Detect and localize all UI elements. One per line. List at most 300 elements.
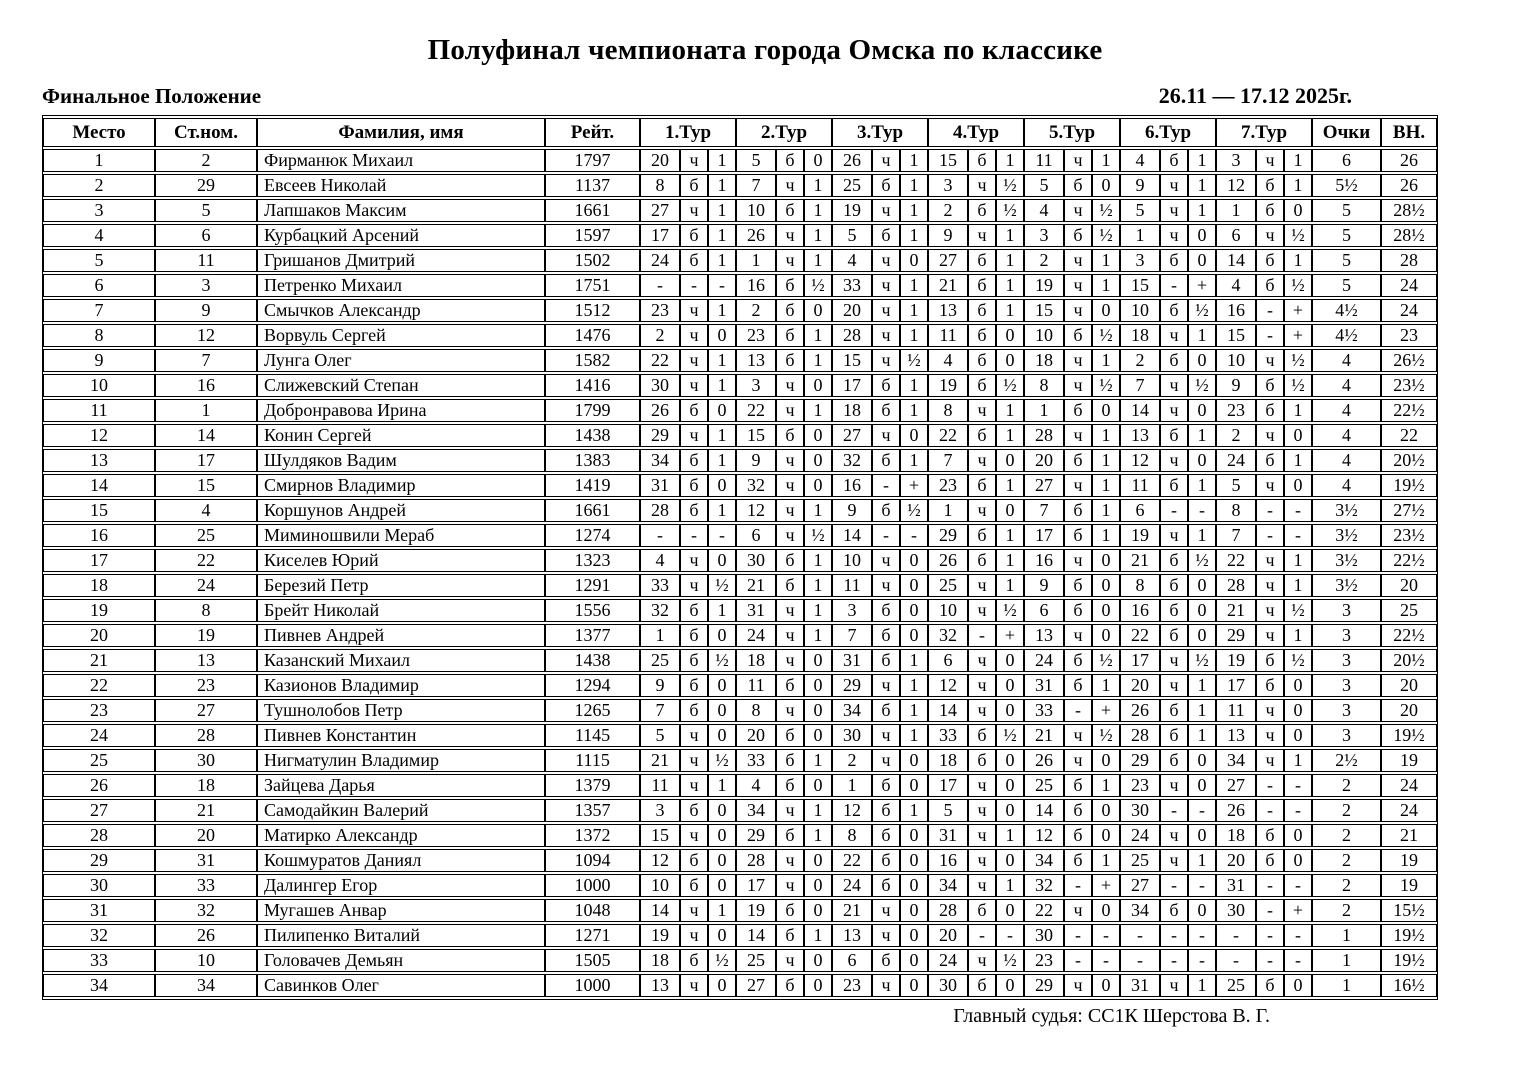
buchholz-cell: 22½ bbox=[1381, 549, 1437, 572]
round-result-cell: ½ bbox=[1284, 374, 1312, 397]
table-row bbox=[43, 249, 1437, 272]
round-color-cell: ч bbox=[680, 149, 708, 172]
round-opponent-cell: 29 bbox=[928, 524, 968, 547]
rating-cell: 1661 bbox=[545, 199, 640, 222]
player-name-cell: Березий Петр bbox=[257, 574, 545, 597]
round-color-cell: ч bbox=[1256, 574, 1284, 597]
round-result-cell: ½ bbox=[1092, 374, 1120, 397]
round-result-cell: + bbox=[1284, 324, 1312, 347]
round-result-cell: 0 bbox=[1092, 174, 1120, 197]
round-result-cell: 0 bbox=[804, 724, 832, 747]
round-opponent-cell: 20 bbox=[736, 724, 776, 747]
round-opponent-cell: 13 bbox=[928, 299, 968, 322]
round-result-cell: 0 bbox=[708, 824, 736, 847]
round-result-cell: 0 bbox=[1188, 249, 1216, 272]
round-color-cell: ч bbox=[968, 774, 996, 797]
round-opponent-cell: 20 bbox=[640, 149, 680, 172]
place-cell: 14 bbox=[43, 474, 155, 497]
buchholz-cell: 20 bbox=[1381, 699, 1437, 722]
round-opponent-cell: 28 bbox=[1024, 424, 1064, 447]
start-number-cell: 1 bbox=[155, 399, 257, 422]
round-result-cell: 1 bbox=[708, 349, 736, 372]
place-cell: 20 bbox=[43, 624, 155, 647]
player-name-cell: Мугашев Анвар bbox=[257, 899, 545, 922]
start-number-cell: 31 bbox=[155, 849, 257, 872]
round-result-cell: - bbox=[1092, 924, 1120, 947]
round-opponent-cell: 27 bbox=[1024, 474, 1064, 497]
place-cell: 7 bbox=[43, 299, 155, 322]
round-opponent-cell: 5 bbox=[1120, 199, 1160, 222]
round-opponent-cell: 7 bbox=[640, 699, 680, 722]
place-cell: 21 bbox=[43, 649, 155, 672]
round-color-cell: ч bbox=[1064, 374, 1092, 397]
round-opponent-cell: 7 bbox=[1216, 524, 1256, 547]
table-row bbox=[43, 224, 1437, 247]
round-result-cell: - bbox=[1188, 499, 1216, 522]
round-color-cell: б bbox=[776, 974, 804, 997]
round-color-cell: ч bbox=[1160, 174, 1188, 197]
round-opponent-cell: 12 bbox=[1024, 824, 1064, 847]
round-result-cell: ½ bbox=[708, 749, 736, 772]
round-opponent-cell: 8 bbox=[1024, 374, 1064, 397]
player-name-cell: Матирко Александр bbox=[257, 824, 545, 847]
player-name-cell: Шулдяков Вадим bbox=[257, 449, 545, 472]
round-color-cell: ч bbox=[968, 674, 996, 697]
round-opponent-cell: 6 bbox=[736, 524, 776, 547]
round-color-cell: ч bbox=[872, 149, 900, 172]
round-opponent-cell: 20 bbox=[832, 299, 872, 322]
player-name-cell: Пивнев Константин bbox=[257, 724, 545, 747]
round-color-cell: б bbox=[968, 374, 996, 397]
round-result-cell: 0 bbox=[708, 399, 736, 422]
round-color-cell: ч bbox=[680, 724, 708, 747]
round-color-cell: ч bbox=[680, 974, 708, 997]
round-color-cell: ч bbox=[1160, 849, 1188, 872]
round-result-cell: 0 bbox=[1092, 599, 1120, 622]
rating-cell: 1751 bbox=[545, 274, 640, 297]
round-color-cell: ч bbox=[968, 949, 996, 972]
start-number-cell: 28 bbox=[155, 724, 257, 747]
round-opponent-cell: 10 bbox=[640, 874, 680, 897]
round-result-cell: 1 bbox=[900, 399, 928, 422]
points-cell: 3 bbox=[1312, 724, 1381, 747]
round-result-cell: - bbox=[1092, 949, 1120, 972]
round-result-cell: 0 bbox=[804, 674, 832, 697]
round-opponent-cell: 34 bbox=[1024, 849, 1064, 872]
round-opponent-cell: 10 bbox=[1024, 324, 1064, 347]
points-cell: 2 bbox=[1312, 799, 1381, 822]
round-color-cell: - bbox=[680, 524, 708, 547]
round-result-cell: 1 bbox=[1092, 499, 1120, 522]
player-name-cell: Гришанов Дмитрий bbox=[257, 249, 545, 272]
player-name-cell: Кошмуратов Даниял bbox=[257, 849, 545, 872]
col-header-buchholz: ВН. bbox=[1381, 118, 1437, 147]
round-color-cell: б bbox=[680, 499, 708, 522]
round-color-cell: б bbox=[872, 699, 900, 722]
buchholz-cell: 24 bbox=[1381, 274, 1437, 297]
round-opponent-cell: 6 bbox=[1120, 499, 1160, 522]
round-color-cell: - bbox=[1064, 699, 1092, 722]
round-opponent-cell: 30 bbox=[1024, 924, 1064, 947]
round-result-cell: 0 bbox=[1284, 849, 1312, 872]
page-title: Полуфинал чемпионата города Омска по классике bbox=[427, 34, 1103, 66]
round-result-cell: ½ bbox=[1188, 549, 1216, 572]
round-result-cell: - bbox=[900, 524, 928, 547]
points-cell: 1 bbox=[1312, 949, 1381, 972]
round-result-cell: 1 bbox=[708, 224, 736, 247]
round-color-cell: - bbox=[1256, 874, 1284, 897]
round-color-cell: б bbox=[680, 399, 708, 422]
round-result-cell: 0 bbox=[804, 449, 832, 472]
round-result-cell: 1 bbox=[1092, 424, 1120, 447]
round-result-cell: 1 bbox=[996, 574, 1024, 597]
start-number-cell: 6 bbox=[155, 224, 257, 247]
rating-cell: 1094 bbox=[545, 849, 640, 872]
round-opponent-cell: 21 bbox=[1216, 599, 1256, 622]
round-color-cell: б bbox=[776, 824, 804, 847]
round-color-cell: ч bbox=[776, 874, 804, 897]
round-result-cell: 0 bbox=[804, 899, 832, 922]
round-result-cell: 0 bbox=[1188, 574, 1216, 597]
round-color-cell: б bbox=[968, 899, 996, 922]
round-opponent-cell: 24 bbox=[736, 624, 776, 647]
round-result-cell: ½ bbox=[1284, 224, 1312, 247]
round-opponent-cell: 24 bbox=[1216, 449, 1256, 472]
round-opponent-cell: 22 bbox=[928, 424, 968, 447]
round-result-cell: 1 bbox=[996, 524, 1024, 547]
round-color-cell: ч bbox=[1064, 149, 1092, 172]
round-color-cell: б bbox=[872, 174, 900, 197]
round-opponent-cell: 23 bbox=[928, 474, 968, 497]
rating-cell: 1000 bbox=[545, 974, 640, 997]
start-number-cell: 33 bbox=[155, 874, 257, 897]
round-color-cell: б bbox=[1160, 349, 1188, 372]
round-color-cell: ч bbox=[1256, 424, 1284, 447]
round-result-cell: ½ bbox=[708, 574, 736, 597]
round-opponent-cell: 2 bbox=[640, 324, 680, 347]
round-opponent-cell: 21 bbox=[832, 899, 872, 922]
round-result-cell: 0 bbox=[1092, 574, 1120, 597]
round-result-cell: ½ bbox=[1284, 649, 1312, 672]
round-result-cell: ½ bbox=[996, 374, 1024, 397]
round-opponent-cell: 6 bbox=[1216, 224, 1256, 247]
round-result-cell: 0 bbox=[804, 949, 832, 972]
points-cell: 5 bbox=[1312, 199, 1381, 222]
round-color-cell: б bbox=[1064, 774, 1092, 797]
round-color-cell: ч bbox=[776, 524, 804, 547]
round-result-cell: 0 bbox=[1092, 399, 1120, 422]
round-opponent-cell: 8 bbox=[1216, 499, 1256, 522]
round-color-cell: ч bbox=[1256, 624, 1284, 647]
round-opponent-cell: 2 bbox=[736, 299, 776, 322]
round-color-cell: ч bbox=[1064, 474, 1092, 497]
round-result-cell: ½ bbox=[1284, 274, 1312, 297]
round-opponent-cell: 1 bbox=[1216, 199, 1256, 222]
place-cell: 26 bbox=[43, 774, 155, 797]
table-row bbox=[43, 924, 1437, 947]
points-cell: 3 bbox=[1312, 699, 1381, 722]
round-color-cell: ч bbox=[1064, 549, 1092, 572]
round-result-cell: 1 bbox=[804, 799, 832, 822]
place-cell: 18 bbox=[43, 574, 155, 597]
round-result-cell: 1 bbox=[1092, 524, 1120, 547]
round-result-cell: 0 bbox=[1284, 424, 1312, 447]
round-result-cell: 1 bbox=[708, 899, 736, 922]
round-color-cell: ч bbox=[776, 849, 804, 872]
player-name-cell: Казанский Михаил bbox=[257, 649, 545, 672]
round-opponent-cell: 33 bbox=[1024, 699, 1064, 722]
round-color-cell: ч bbox=[1160, 774, 1188, 797]
place-cell: 19 bbox=[43, 599, 155, 622]
round-opponent-cell: 4 bbox=[736, 774, 776, 797]
round-opponent-cell: 8 bbox=[640, 174, 680, 197]
start-number-cell: 34 bbox=[155, 974, 257, 997]
round-color-cell: ч bbox=[776, 624, 804, 647]
round-result-cell: 0 bbox=[804, 474, 832, 497]
round-result-cell: 0 bbox=[996, 799, 1024, 822]
round-color-cell: ч bbox=[872, 274, 900, 297]
round-opponent-cell: 14 bbox=[1216, 249, 1256, 272]
start-number-cell: 17 bbox=[155, 449, 257, 472]
round-opponent-cell: 29 bbox=[736, 824, 776, 847]
player-name-cell: Савинков Олег bbox=[257, 974, 545, 997]
round-color-cell: б bbox=[968, 149, 996, 172]
round-opponent-cell: 20 bbox=[1120, 674, 1160, 697]
round-result-cell: 0 bbox=[1092, 624, 1120, 647]
round-opponent-cell: 9 bbox=[1216, 374, 1256, 397]
round-result-cell: 1 bbox=[900, 224, 928, 247]
round-opponent-cell: 29 bbox=[1216, 624, 1256, 647]
round-result-cell: 1 bbox=[708, 299, 736, 322]
round-opponent-cell: 33 bbox=[832, 274, 872, 297]
buchholz-cell: 28½ bbox=[1381, 224, 1437, 247]
round-opponent-cell: 22 bbox=[832, 849, 872, 872]
round-result-cell: 1 bbox=[1188, 974, 1216, 997]
round-result-cell: 1 bbox=[996, 274, 1024, 297]
round-color-cell: б bbox=[776, 299, 804, 322]
round-color-cell: - bbox=[1064, 949, 1092, 972]
round-opponent-cell: 5 bbox=[640, 724, 680, 747]
round-opponent-cell: 30 bbox=[640, 374, 680, 397]
place-cell: 30 bbox=[43, 874, 155, 897]
round-result-cell: ½ bbox=[996, 724, 1024, 747]
round-color-cell: б bbox=[1256, 674, 1284, 697]
round-result-cell: 0 bbox=[1188, 624, 1216, 647]
round-result-cell: ½ bbox=[708, 949, 736, 972]
place-cell: 24 bbox=[43, 724, 155, 747]
round-result-cell: 0 bbox=[900, 424, 928, 447]
round-color-cell: - bbox=[1160, 499, 1188, 522]
round-color-cell: ч bbox=[680, 374, 708, 397]
rating-cell: 1377 bbox=[545, 624, 640, 647]
rating-cell: 1597 bbox=[545, 224, 640, 247]
round-result-cell: 1 bbox=[1188, 149, 1216, 172]
points-cell: 5 bbox=[1312, 224, 1381, 247]
round-result-cell: 1 bbox=[804, 624, 832, 647]
player-name-cell: Пилипенко Виталий bbox=[257, 924, 545, 947]
round-color-cell: ч bbox=[1064, 724, 1092, 747]
rating-cell: 1372 bbox=[545, 824, 640, 847]
round-result-cell: 1 bbox=[708, 174, 736, 197]
round-opponent-cell: 10 bbox=[1120, 299, 1160, 322]
points-cell: 3 bbox=[1312, 599, 1381, 622]
round-result-cell: 0 bbox=[900, 599, 928, 622]
place-cell: 22 bbox=[43, 674, 155, 697]
round-color-cell: б bbox=[1064, 499, 1092, 522]
round-result-cell: 1 bbox=[900, 274, 928, 297]
round-color-cell: б bbox=[872, 824, 900, 847]
round-opponent-cell: 18 bbox=[832, 399, 872, 422]
table-row bbox=[43, 974, 1437, 997]
points-cell: 4½ bbox=[1312, 324, 1381, 347]
round-opponent-cell: 4 bbox=[832, 249, 872, 272]
round-opponent-cell: 11 bbox=[928, 324, 968, 347]
rating-cell: 1137 bbox=[545, 174, 640, 197]
round-result-cell: 0 bbox=[1188, 224, 1216, 247]
buchholz-cell: 27½ bbox=[1381, 499, 1437, 522]
round-color-cell: ч bbox=[872, 249, 900, 272]
buchholz-cell: 15½ bbox=[1381, 899, 1437, 922]
round-result-cell: 0 bbox=[900, 974, 928, 997]
round-result-cell: 1 bbox=[1092, 474, 1120, 497]
round-color-cell: ч bbox=[1064, 274, 1092, 297]
round-opponent-cell: 15 bbox=[736, 424, 776, 447]
round-opponent-cell: 6 bbox=[1024, 599, 1064, 622]
place-cell: 9 bbox=[43, 349, 155, 372]
start-number-cell: 8 bbox=[155, 599, 257, 622]
round-color-cell: б bbox=[968, 524, 996, 547]
round-opponent-cell: 28 bbox=[1216, 574, 1256, 597]
place-cell: 27 bbox=[43, 799, 155, 822]
round-color-cell: б bbox=[1256, 249, 1284, 272]
round-result-cell: 0 bbox=[1188, 774, 1216, 797]
round-result-cell: 0 bbox=[708, 849, 736, 872]
round-color-cell: б bbox=[1064, 824, 1092, 847]
points-cell: 4 bbox=[1312, 424, 1381, 447]
points-cell: 4 bbox=[1312, 349, 1381, 372]
round-result-cell: 0 bbox=[804, 874, 832, 897]
round-opponent-cell: 11 bbox=[736, 674, 776, 697]
round-color-cell: ч bbox=[776, 399, 804, 422]
points-cell: 5 bbox=[1312, 274, 1381, 297]
round-opponent-cell: 23 bbox=[736, 324, 776, 347]
round-color-cell: ч bbox=[1256, 724, 1284, 747]
round-color-cell: ч bbox=[1160, 674, 1188, 697]
table-row bbox=[43, 299, 1437, 322]
start-number-cell: 26 bbox=[155, 924, 257, 947]
round-color-cell: б bbox=[1160, 749, 1188, 772]
round-result-cell: 0 bbox=[1284, 674, 1312, 697]
round-opponent-cell: 6 bbox=[832, 949, 872, 972]
round-opponent-cell: 3 bbox=[1120, 249, 1160, 272]
round-opponent-cell: 34 bbox=[736, 799, 776, 822]
round-opponent-cell: 31 bbox=[1024, 674, 1064, 697]
round-color-cell: - bbox=[1064, 924, 1092, 947]
round-opponent-cell: 27 bbox=[832, 424, 872, 447]
points-cell: 3½ bbox=[1312, 524, 1381, 547]
buchholz-cell: 23½ bbox=[1381, 374, 1437, 397]
round-color-cell: б bbox=[776, 924, 804, 947]
col-header-round-7: 7.Тур bbox=[1216, 118, 1312, 147]
round-result-cell: - bbox=[1188, 949, 1216, 972]
round-color-cell: б bbox=[1160, 424, 1188, 447]
round-opponent-cell: 32 bbox=[928, 624, 968, 647]
player-name-cell: Смирнов Владимир bbox=[257, 474, 545, 497]
round-result-cell: 0 bbox=[804, 299, 832, 322]
round-result-cell: 1 bbox=[804, 499, 832, 522]
col-header-round-3: 3.Тур bbox=[832, 118, 928, 147]
round-color-cell: ч bbox=[680, 424, 708, 447]
round-color-cell: б bbox=[776, 424, 804, 447]
round-result-cell: + bbox=[1284, 899, 1312, 922]
rating-cell: 1661 bbox=[545, 499, 640, 522]
points-cell: 2 bbox=[1312, 874, 1381, 897]
round-color-cell: б bbox=[1256, 374, 1284, 397]
table-row bbox=[43, 149, 1437, 172]
round-result-cell: 0 bbox=[900, 549, 928, 572]
round-color-cell: ч bbox=[680, 549, 708, 572]
round-result-cell: 0 bbox=[708, 974, 736, 997]
round-result-cell: 0 bbox=[900, 924, 928, 947]
round-result-cell: 1 bbox=[1092, 849, 1120, 872]
round-color-cell: б bbox=[968, 724, 996, 747]
round-result-cell: 1 bbox=[996, 549, 1024, 572]
round-result-cell: 0 bbox=[996, 774, 1024, 797]
round-result-cell: 1 bbox=[996, 149, 1024, 172]
round-color-cell: б bbox=[680, 874, 708, 897]
table-row bbox=[43, 824, 1437, 847]
round-result-cell: 1 bbox=[1188, 199, 1216, 222]
round-color-cell: б bbox=[776, 149, 804, 172]
round-result-cell: 0 bbox=[708, 474, 736, 497]
round-result-cell: ½ bbox=[1092, 724, 1120, 747]
round-color-cell: б bbox=[680, 449, 708, 472]
round-color-cell: б bbox=[776, 724, 804, 747]
round-result-cell: 0 bbox=[1188, 899, 1216, 922]
round-opponent-cell: - bbox=[1120, 949, 1160, 972]
round-result-cell: 0 bbox=[1284, 199, 1312, 222]
round-result-cell: 1 bbox=[996, 474, 1024, 497]
round-opponent-cell: 25 bbox=[640, 649, 680, 672]
round-opponent-cell: 16 bbox=[928, 849, 968, 872]
round-opponent-cell: 4 bbox=[1120, 149, 1160, 172]
round-result-cell: 1 bbox=[1284, 249, 1312, 272]
place-cell: 28 bbox=[43, 824, 155, 847]
round-color-cell: б bbox=[1160, 574, 1188, 597]
points-cell: 2 bbox=[1312, 899, 1381, 922]
round-result-cell: 0 bbox=[996, 699, 1024, 722]
round-color-cell: ч bbox=[968, 224, 996, 247]
round-result-cell: 1 bbox=[900, 649, 928, 672]
round-opponent-cell: 9 bbox=[928, 224, 968, 247]
round-color-cell: ч bbox=[776, 599, 804, 622]
round-result-cell: 1 bbox=[996, 399, 1024, 422]
player-name-cell: Зайцева Дарья bbox=[257, 774, 545, 797]
buchholz-cell: 24 bbox=[1381, 774, 1437, 797]
round-color-cell: - bbox=[1160, 874, 1188, 897]
round-color-cell: ч bbox=[776, 449, 804, 472]
round-result-cell: 1 bbox=[1284, 549, 1312, 572]
round-opponent-cell: 30 bbox=[1216, 899, 1256, 922]
place-cell: 2 bbox=[43, 174, 155, 197]
round-result-cell: 0 bbox=[804, 649, 832, 672]
round-color-cell: б bbox=[776, 749, 804, 772]
round-color-cell: ч bbox=[1064, 974, 1092, 997]
round-color-cell: б bbox=[1256, 274, 1284, 297]
round-color-cell: б bbox=[1256, 449, 1284, 472]
round-color-cell: б bbox=[1160, 899, 1188, 922]
place-cell: 31 bbox=[43, 899, 155, 922]
